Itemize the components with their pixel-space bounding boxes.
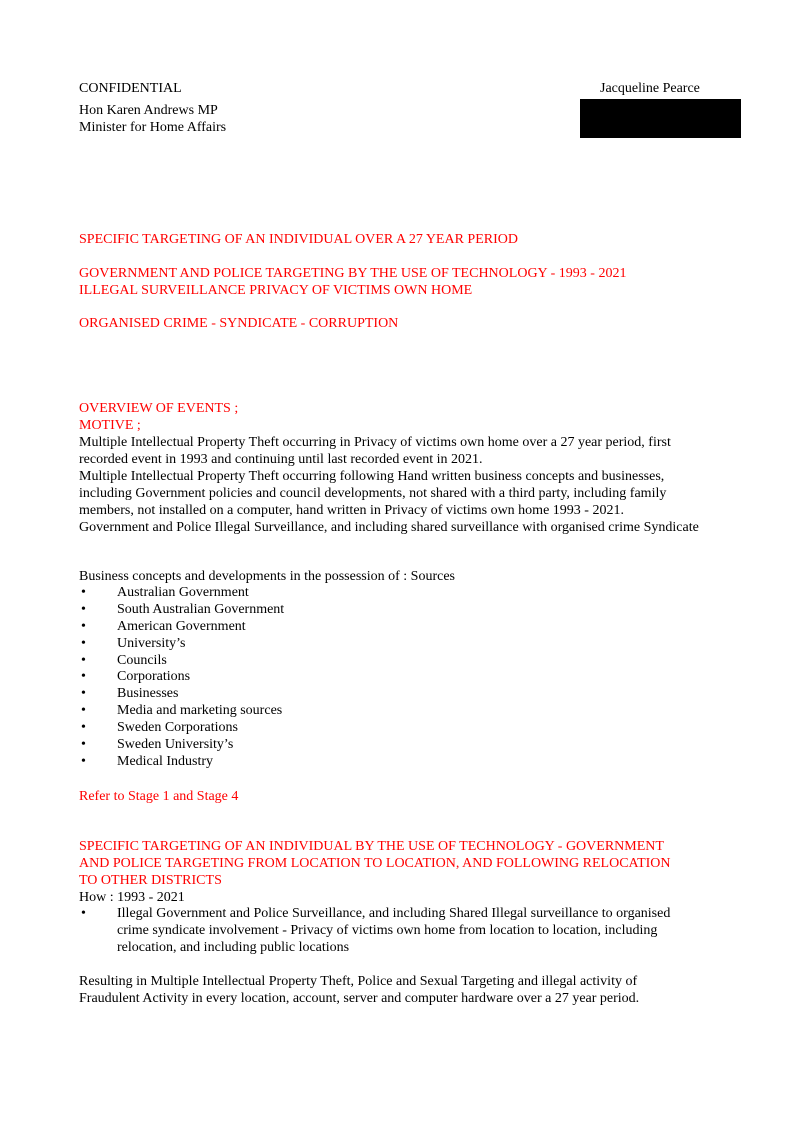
bullet-icon: •	[81, 601, 86, 617]
bullet-icon: •	[81, 618, 86, 634]
list-item	[79, 585, 719, 602]
list-item	[79, 602, 719, 619]
sources-list-container	[79, 585, 719, 771]
bullet-icon: •	[81, 753, 86, 769]
bullet-icon: •	[81, 652, 86, 668]
section2-heading-line1: SPECIFIC TARGETING OF AN INDIVIDUAL BY THE USE OF TECHNOLOGY - GOVERNMENT	[79, 839, 664, 854]
recipient-title: Minister for Home Affairs	[79, 120, 227, 135]
list-item	[79, 686, 719, 703]
list-item-label: American Government	[117, 618, 246, 634]
list-item	[79, 669, 719, 686]
list-item	[79, 619, 719, 636]
sources-list	[79, 585, 719, 771]
sender-name: Jacqueline Pearce	[600, 81, 700, 96]
redacted-address-block	[580, 99, 741, 138]
bullet-icon: •	[81, 720, 86, 736]
overview-body	[79, 434, 711, 536]
sources-intro: Business concepts and developments in the possession of : Sources	[79, 569, 456, 584]
overview-paragraph-1: Multiple Intellectual Property Theft occurring in Privacy of victims own home over a 27 year period, first recorded event in 1993 and continuing until last recorded event in 2021.	[79, 435, 671, 467]
bullet-icon: •	[81, 635, 86, 651]
list-item-label: Australian Government	[117, 585, 249, 600]
list-item-label: University’s	[117, 635, 186, 651]
section2-heading-line3: TO OTHER DISTRICTS	[79, 873, 222, 888]
section2-heading-line2: AND POLICE TARGETING FROM LOCATION TO LOCATION, AND FOLLOWING RELOCATION	[79, 856, 671, 871]
list-item-label: Corporations	[117, 669, 191, 685]
list-item-label: Media and marketing sources	[117, 703, 283, 719]
bullet-icon: •	[81, 585, 86, 600]
heading-government-police-line2: ILLEGAL SURVEILLANCE PRIVACY OF VICTIMS OWN HOME	[79, 283, 473, 298]
motive-label: MOTIVE ;	[79, 418, 141, 433]
how-bullet-item	[79, 906, 699, 956]
how-bullet-text: Illegal Government and Police Surveillance, and including Shared Illegal surveillance to organised crime syndicate involvement - Privacy of victims own home from location to location, including relocation, and including public locations	[117, 906, 671, 955]
list-item	[79, 754, 719, 771]
list-item-label: Medical Industry	[117, 753, 214, 769]
how-label: How : 1993 - 2021	[79, 890, 185, 905]
list-item	[79, 703, 719, 720]
result-paragraph-container	[79, 973, 679, 1007]
recipient-name: Hon Karen Andrews MP	[79, 103, 218, 118]
list-item-label: South Australian Government	[117, 601, 285, 617]
bullet-icon: •	[81, 669, 86, 685]
bullet-icon: •	[81, 906, 86, 921]
bullet-icon: •	[81, 703, 86, 719]
list-item	[79, 653, 719, 670]
overview-paragraph-3: Government and Police Illegal Surveillance, and including shared surveillance with organised crime Syndicate	[79, 520, 699, 535]
list-item	[79, 737, 719, 754]
list-item-label: Sweden Corporations	[117, 720, 238, 736]
heading-organised-crime: ORGANISED CRIME - SYNDICATE - CORRUPTION	[79, 316, 399, 331]
heading-government-police-line1: GOVERNMENT AND POLICE TARGETING BY THE USE OF TECHNOLOGY - 1993 - 2021	[79, 266, 627, 281]
result-paragraph: Resulting in Multiple Intellectual Property Theft, Police and Sexual Targeting and illegal activity of Fraudulent Activity in every location, account, server and computer hardware over a 27 year period.	[79, 974, 640, 1006]
overview-paragraph-2: Multiple Intellectual Property Theft occurring following Hand written business concepts and businesses, including Government policies and council developments, not shared with a third party, including family members, not installed on a computer, hand written in Privacy of victims own home 1993 - 2021.	[79, 469, 667, 518]
how-bullet-container	[79, 906, 699, 956]
list-item	[79, 720, 719, 737]
bullet-icon: •	[81, 737, 86, 753]
list-item	[79, 636, 719, 653]
list-item-label: Sweden University’s	[117, 737, 234, 753]
heading-specific-targeting: SPECIFIC TARGETING OF AN INDIVIDUAL OVER A 27 YEAR PERIOD	[79, 232, 518, 247]
refer-stages: Refer to Stage 1 and Stage 4	[79, 789, 239, 804]
list-item-label: Councils	[117, 652, 167, 668]
list-item-label: Businesses	[117, 686, 179, 702]
overview-title: OVERVIEW OF EVENTS ;	[79, 401, 239, 416]
confidential-label: CONFIDENTIAL	[79, 81, 182, 96]
bullet-icon: •	[81, 686, 86, 702]
